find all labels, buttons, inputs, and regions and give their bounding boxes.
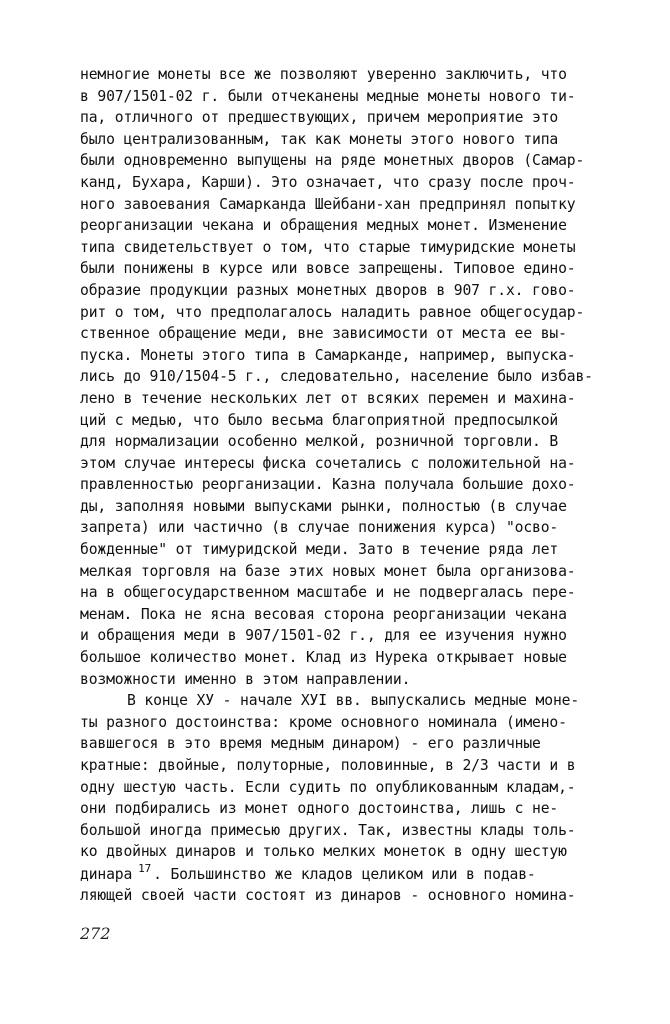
text-line: ко двойных динаров и только мелких монеток в одну шестую: [80, 843, 567, 861]
text-line: ственное обращение меди, вне зависимости от места ее вы-: [80, 325, 567, 343]
text-line: ляющей своей части состоят из динаров - основного номина-: [80, 886, 576, 904]
text-line: лено в течение нескольких лет от всяких перемен и махина-: [80, 389, 576, 407]
text-fragment: динара: [80, 865, 133, 883]
text-line: возможности именно в этом направлении.: [80, 670, 411, 688]
text-line: было централизованным, так как монеты этого нового типа: [80, 130, 559, 148]
text-line: рит о том, что предполагалось наладить равное общегосудар-: [80, 303, 585, 321]
text-line: ций с медью, что было весьма благоприятной предпосылкой: [80, 411, 559, 429]
text-fragment: . Большинство же кладов целиком или в подав-: [153, 865, 536, 883]
text-line: мелкая торговля на базе этих новых монет была организова-: [80, 562, 576, 580]
footnote-reference: 17: [138, 861, 152, 875]
text-line: в 907/1501-02 г. были отчеканены медные монеты нового ти-: [80, 87, 576, 105]
text-line: типа свидетельствует о том, что старые тимуридские монеты: [80, 238, 576, 256]
text-line: они подбирались из монет одного достоинства, лишь с не-: [80, 800, 559, 818]
text-line: для нормализации особенно мелкой, розничной торговли. В: [80, 433, 559, 451]
text-line: канд, Бухара, Карши). Это означает, что сразу после проч-: [80, 173, 576, 191]
text-line: пуска. Монеты этого типа в Самарканде, например, выпуска-: [80, 346, 576, 364]
page-number: 272: [80, 924, 111, 943]
text-line: и обращения меди в 907/1501-02 г., для ее изучения нужно: [80, 627, 567, 645]
text-line: большое количество монет. Клад из Нурека открывает новые: [80, 649, 567, 667]
text-line: были понижены в курсе или вовсе запрещены. Типовое едино-: [80, 260, 576, 278]
text-line: ты разного достоинства: кроме основного номинала (имено-: [80, 713, 567, 731]
text-line: немногие монеты все же позволяют уверенно заключить, что: [80, 66, 567, 83]
text-line: большой иногда примесью других. Так, известны клады толь-: [80, 821, 576, 839]
text-line: В конце ХУ - начале ХУI вв. выпускались медные моне-: [127, 692, 580, 710]
body-text: [80, 64, 600, 906]
text-line: ного завоевания Самарканда Шейбани-хан предпринял попытку: [80, 195, 576, 213]
text-line: образие продукции разных монетных дворов в 907 г.х. гово-: [80, 281, 576, 299]
text-line: правленностью реорганизации. Казна получала большие дохо-: [80, 476, 576, 494]
text-line: на в общегосударственном масштабе и не подвергалась пере-: [80, 584, 576, 602]
text-line: кратные: двойные, полуторные, половинные, в 2/3 части и в: [80, 757, 576, 774]
text-line: этом случае интересы фиска сочетались с положительной на-: [80, 454, 576, 472]
text-line: реорганизации чекана и обращения медных монет. Изменение: [80, 217, 567, 235]
text-line: лись до 910/1504-5 г., следовательно, население было избав-: [80, 368, 593, 386]
text-line: менам. Пока не ясна весовая сторона реорганизации чекана: [80, 605, 567, 623]
text-line: вавшегося в это время медным динаром) - его различные: [80, 735, 541, 753]
text-line: одну шестую часть. Если судить по опубликованным кладам,-: [80, 778, 576, 796]
text-line: ды, заполняя новыми выпусками рынки, полностью (в случае: [80, 497, 567, 515]
text-line: па, отличного от предшествующих, причем мероприятие это: [80, 109, 559, 127]
text-line-with-footnote: [80, 863, 600, 885]
text-line: запрета) или частично (в случае понижения курса) "осво-: [80, 519, 559, 537]
text-line: божденные" от тимуридской меди. Зато в течение ряда лет: [80, 541, 559, 559]
text-line: были одновременно выпущены на ряде монетных дворов (Самар-: [80, 152, 585, 170]
